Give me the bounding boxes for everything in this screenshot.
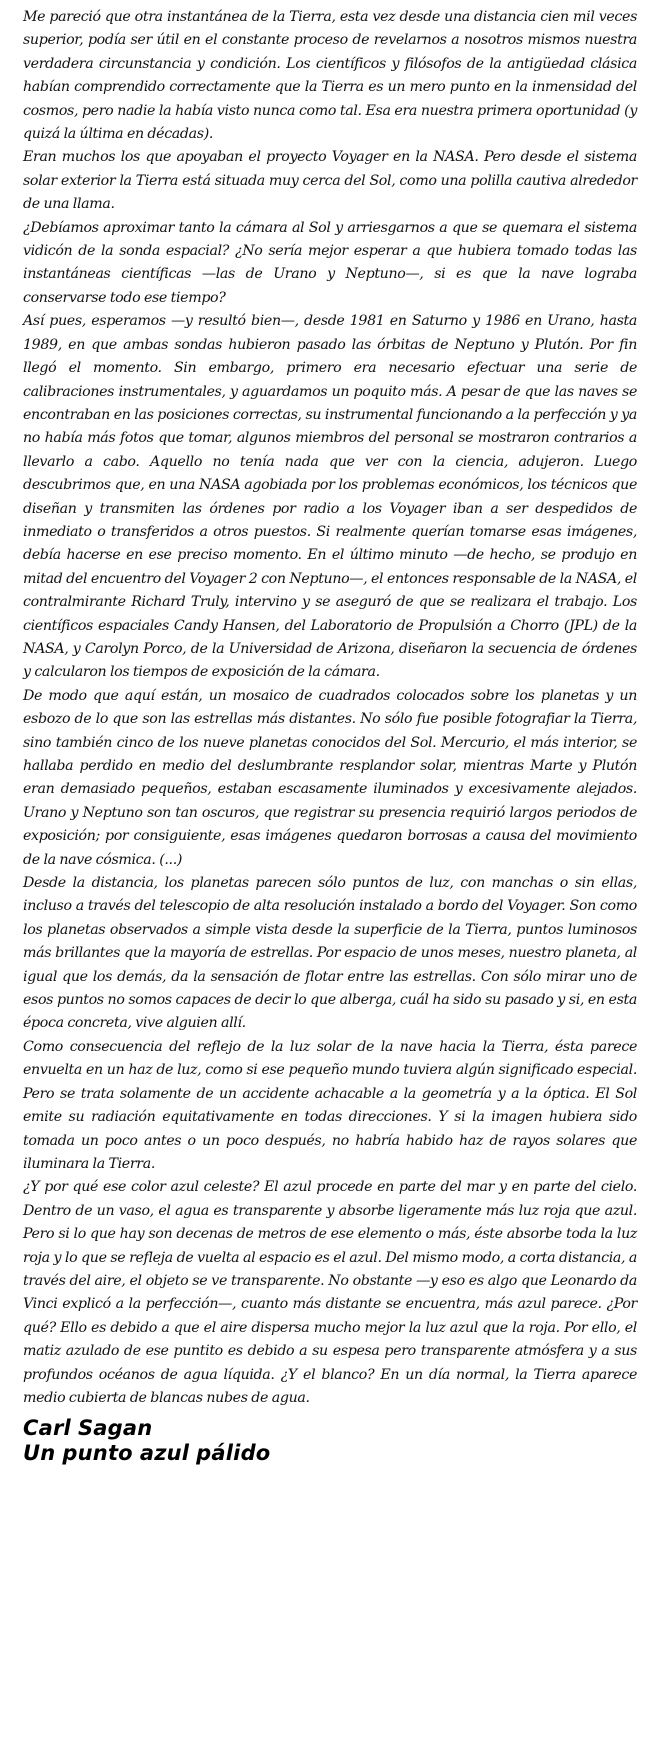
paragraph-4: Así pues, esperamos —y resultó bien—, desde 1981 en Saturno y 1986 en Urano, hasta 1989, en que ambas sondas hubieron pasado las órbitas de Neptuno y Plutón. Por fin llegó el momento. Sin embargo, primero era necesario efectuar una serie de calibraciones instrumentales, y aguardamos un poquito más. A pesar de que las naves se encontraban en las posiciones correctas, su instrumental funcionando a la perfección y ya no había más fotos que tomar, algunos miembros del personal se mostraron contrarios a llevarlo a cabo. Aquello no tenía nada que ver con la ciencia, adujeron. Luego descubrimos que, en una NASA agobiada por los problemas económicos, los técnicos que diseñan y transmiten las órdenes por radio a los Voyager iban a ser despedidos de inmediato o transferidos a otros puestos. Si realmente querían tomarse esas imágenes, debía hacerse en ese preciso momento. En el último minuto —de hecho, se produjo en mitad del encuentro del Voyager 2 con Neptuno—, el entonces responsable de la NASA, el contralmirante Richard Truly, intervino y se aseguró de que se realizara el trabajo. Los científicos espaciales Candy Hansen, del Laboratorio de Propulsión a Chorro (JPL) de la NASA, y Carolyn Porco, de la Universidad de Arizona, diseñaron la secuencia de órdenes y calcularon los tiempos de exposición de la cámara. xyxy=(23,313,637,681)
paragraph-6: Desde la distancia, los planetas parecen sólo puntos de luz, con manchas o sin ellas, incluso a través del telescopio de alta resolución instalado a bordo del Voyager. Son como los planetas observados a simple vista desde la superficie de la Tierra, puntos luminosos más brillantes que la mayoría de estrellas. Por espacio de unos meses, nuestro planeta, al igual que los demás, da la sensación de flotar entre las estrellas. Con sólo mirar uno de esos puntos no somos capaces de decir lo que alberga, cuál ha sido su pasado y si, en esta época concreta, vive alguien allí. xyxy=(23,875,637,1032)
paragraph-5: De modo que aquí están, un mosaico de cuadrados colocados sobre los planetas y un esbozo de lo que son las estrellas más distantes. No sólo fue posible fotografiar la Tierra, sino también cinco de los nueve planetas conocidos del Sol. Mercurio, el más interior, se hallaba perdido en medio del deslumbrante resplandor solar, mientras Marte y Plutón eran demasiado pequeños, estaban escasamente iluminados y excesivamente alejados. Urano y Neptuno son tan oscuros, que registrar su presencia requirió largos periodos de exposición; por consiguiente, esas imágenes quedaron borrosas a causa del movimiento de la nave cósmica. (...) xyxy=(23,687,637,868)
paragraph-7: Como consecuencia del reflejo de la luz solar de la nave hacia la Tierra, ésta parece envuelta en un haz de luz, como si ese pequeño mundo tuviera algún significado especial. Pero se trata solamente de un accidente achacable a la geometría y a la óptica. El Sol emite su radiación equitativamente en todas direcciones. Y si la imagen hubiera sido tomada un poco antes o un poco después, no habría habido haz de rayos solares que iluminara la Tierra. xyxy=(23,1038,637,1172)
signature-block xyxy=(23,1416,637,1466)
book-title: Un punto azul pálido xyxy=(23,1441,271,1466)
paragraph-8: ¿Y por qué ese color azul celeste? El azul procede en parte del mar y en parte del cielo. Dentro de un vaso, el agua es transparente y absorbe ligeramente más luz roja que azul. Pero si lo que hay son decenas de metros de ese elemento o más, éste absorbe toda la luz roja y lo que se refleja de vuelta al espacio es el azul. Del mismo modo, a corta distancia, a través del aire, el objeto se ve transparente. No obstante —y eso es algo que Leonardo da Vinci explicó a la perfección—, cuanto más distante se encuentra, más azul parece. ¿Por qué? Ello es debido a que el aire dispersa mucho mejor la luz azul que la roja. Por ello, el matiz azulado de ese puntito es debido a su espesa pero transparente atmósfera y a sus profundos océanos de agua líquida. ¿Y el blanco? En un día normal, la Tierra aparece medio cubierta de blancas nubes de agua. xyxy=(23,1179,637,1406)
paragraph-2: Eran muchos los que apoyaban el proyecto Voyager en la NASA. Pero desde el sistema solar exterior la Tierra está situada muy cerca del Sol, como una polilla cautiva alrededor de una llama. xyxy=(23,149,637,213)
paragraph-1: Me pareció que otra instantánea de la Tierra, esta vez desde una distancia cien mil veces superior, podía ser útil en el constante proceso de revelarnos a nosotros mismos nuestra verdadera circunstancia y condición. Los científicos y filósofos de la antigüedad clásica habían comprendido correctamente que la Tierra es un mero punto en la inmensidad del cosmos, pero nadie la había visto nunca como tal. Esa era nuestra primera oportunidad (y quizá la última en décadas). xyxy=(23,9,637,143)
author-name: Carl Sagan xyxy=(23,1416,153,1441)
paragraph-3: ¿Debíamos aproximar tanto la cámara al Sol y arriesgarnos a que se quemara el sistema vidicón de la sonda espacial? ¿No sería mejor esperar a que hubiera tomado todas las instantáneas científicas —las de Urano y Neptuno—, si es que la nave lograba conservarse todo ese tiempo? xyxy=(23,219,637,306)
